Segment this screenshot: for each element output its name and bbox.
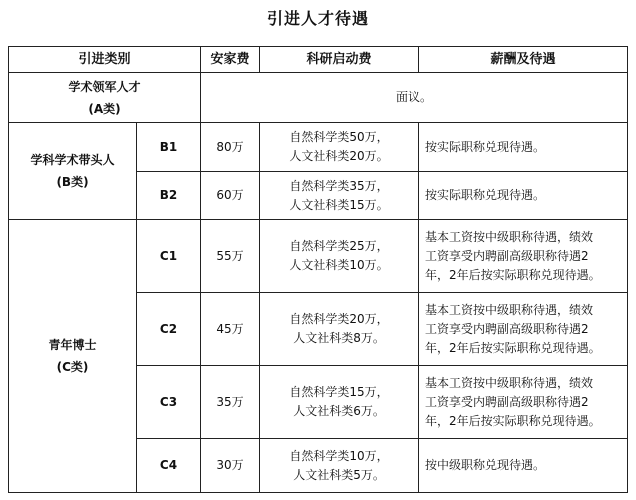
salary-c2-line2: 工资享受内聘副高级职称待遇2 — [425, 321, 589, 336]
salary-c3-line1: 基本工资按中级职称待遇，绩效 — [425, 375, 594, 390]
header-category: 引进类别 — [9, 47, 201, 73]
research-b1-sci: 自然科学类50万， — [289, 130, 389, 144]
research-b2 — [260, 172, 419, 220]
header-research: 科研启动费 — [260, 47, 419, 73]
level-c3: C3 — [137, 366, 201, 439]
research-b1-hum: 人文社科类20万。 — [289, 149, 389, 163]
settlement-c1: 55万 — [201, 220, 260, 293]
research-c4-hum: 人文社科类5万。 — [293, 467, 385, 482]
category-c-class: (C类) — [56, 360, 89, 374]
category-c-name: 青年博士 — [48, 338, 97, 352]
research-b1 — [260, 123, 419, 172]
header-row — [9, 47, 628, 73]
salary-c3-line3: 年，2年后按实际职称兑现待遇。 — [425, 413, 601, 428]
category-b-class: (B类) — [56, 175, 89, 189]
research-c4 — [260, 439, 419, 493]
salary-c2-line3: 年，2年后按实际职称兑现待遇。 — [425, 340, 601, 355]
salary-b1: 按实际职称兑现待遇。 — [419, 123, 628, 172]
category-b — [9, 123, 137, 220]
category-a-name: 学术领军人才 — [68, 79, 141, 94]
salary-c2-line1: 基本工资按中级职称待遇，绩效 — [425, 302, 594, 317]
category-c — [9, 220, 137, 493]
row-b1 — [9, 123, 628, 172]
salary-c2 — [419, 293, 628, 366]
research-b2-sci: 自然科学类35万， — [289, 178, 389, 193]
research-c4-sci: 自然科学类10万， — [289, 448, 389, 463]
row-c1 — [9, 220, 628, 293]
salary-b2: 按实际职称兑现待遇。 — [419, 172, 628, 220]
category-a — [9, 73, 201, 123]
research-c3-hum: 人文社科类6万。 — [293, 404, 385, 418]
settlement-c2: 45万 — [201, 293, 260, 366]
header-salary: 薪酬及待遇 — [419, 47, 628, 73]
talent-benefits-table — [8, 46, 628, 493]
salary-c1-line2: 工资享受内聘副高级职称待遇2 — [425, 248, 589, 263]
research-c3 — [260, 366, 419, 439]
settlement-c4: 30万 — [201, 439, 260, 493]
research-c2 — [260, 293, 419, 366]
category-b-name: 学科学术带头人 — [30, 153, 115, 167]
level-c4: C4 — [137, 439, 201, 493]
category-a-class: (A类) — [88, 101, 121, 116]
level-c2: C2 — [137, 293, 201, 366]
research-c1 — [260, 220, 419, 293]
salary-c4: 按中级职称兑现待遇。 — [419, 439, 628, 493]
research-c1-hum: 人文社科类10万。 — [289, 258, 389, 272]
salary-c1-line3: 年，2年后按实际职称兑现待遇。 — [425, 267, 601, 282]
page-title: 引进人才待遇 — [266, 9, 369, 28]
salary-c3-line2: 工资享受内聘副高级职称待遇2 — [425, 394, 589, 409]
research-c2-sci: 自然科学类20万， — [289, 312, 389, 326]
salary-c1-line1: 基本工资按中级职称待遇，绩效 — [425, 229, 594, 244]
research-c1-sci: 自然科学类25万， — [289, 239, 389, 253]
settlement-c3: 35万 — [201, 366, 260, 439]
settlement-b2: 60万 — [201, 172, 260, 220]
level-b1: B1 — [137, 123, 201, 172]
research-c3-sci: 自然科学类15万， — [289, 385, 389, 399]
header-settlement: 安家费 — [201, 47, 260, 73]
row-a — [9, 73, 628, 123]
research-c2-hum: 人文社科类8万。 — [293, 331, 385, 345]
salary-c1 — [419, 220, 628, 293]
settlement-b1: 80万 — [201, 123, 260, 172]
salary-c3 — [419, 366, 628, 439]
level-b2: B2 — [137, 172, 201, 220]
level-c1: C1 — [137, 220, 201, 293]
research-b2-hum: 人文社科类15万。 — [289, 197, 389, 212]
category-a-note: 面议。 — [201, 73, 628, 123]
